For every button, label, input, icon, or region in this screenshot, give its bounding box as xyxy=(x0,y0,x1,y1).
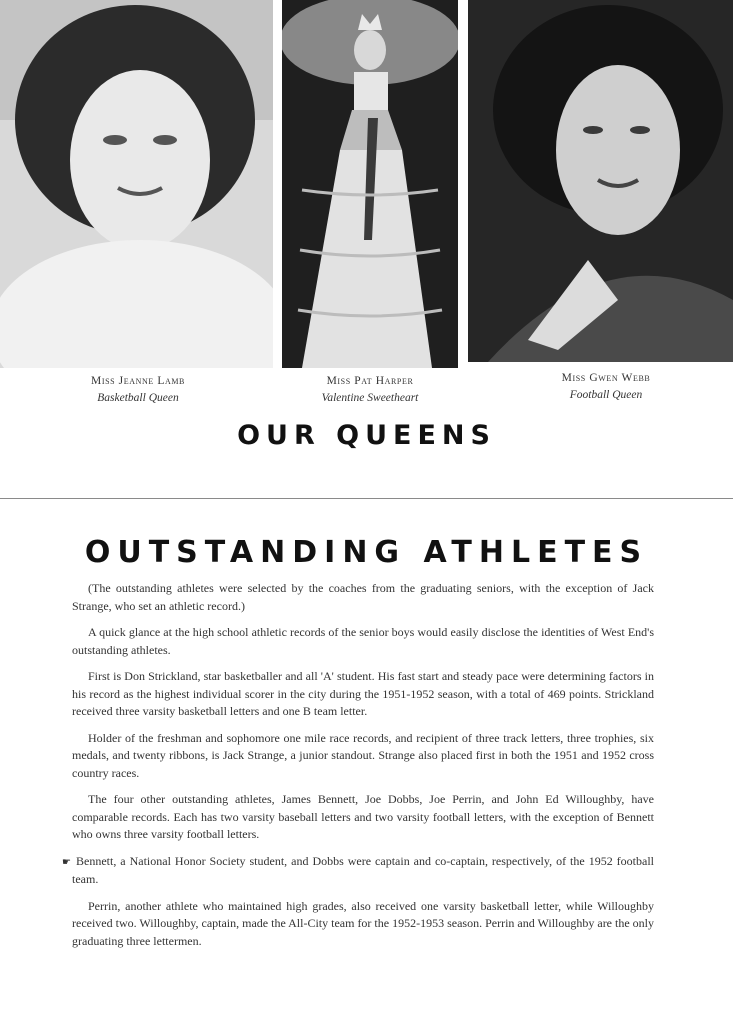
pointing-hand-icon: ☛ xyxy=(62,856,71,868)
paragraph: Perrin, another athlete who maintained high grades, also received one varsity basketball letter, while Willoughby received two. Willoughby, captain, made the All-City team for the 1952-1953 season. Perrin and Willoughby are the only graduating three lettermen. xyxy=(72,898,655,948)
paragraph: Holder of the freshman and sophomore one mile race records, and recipient of three track letters, three trophies, six medals, and twenty ribbons, is Jack Strange, a junior standout. Strange also placed first in both the 1951 and 1952 cross country races. xyxy=(72,730,654,780)
photo-gwen-webb xyxy=(468,0,733,362)
queen-title: Football Queen xyxy=(569,389,643,401)
paragraph-text: Bennett, a National Honor Society student, and Dobbs were captain and co-captain, respectively, of the 1952 football team. xyxy=(72,853,654,886)
paragraph-with-mark xyxy=(62,853,654,889)
paragraph: A quick glance at the high school athletic records of the senior boys would easily disclose the identities of West End's outstanding athletes. xyxy=(72,625,654,657)
paragraph: The four other outstanding athletes, James Bennett, Joe Dobbs, Joe Perrin, and John Ed Willoughby, have comparable records. Each has two varsity baseball letters and two varsity football letters, with the exception of Bennett who owns three varsity football letters. xyxy=(72,792,654,841)
divider xyxy=(0,498,733,499)
paragraph: (The outstanding athletes were selected by the coaches from the graduating seniors, with the exception of Jack Strange, who set an athletic record.) xyxy=(72,581,654,613)
photo-pat-harper xyxy=(282,0,458,368)
queen-title: Valentine Sweetheart xyxy=(321,392,419,404)
section-title-queens: OUR QUEENS xyxy=(237,420,496,451)
paragraph: First is Don Strickland, star basketballer and all 'A' student. His fast start and steady pace were determining factors in his record as the highest individual scorer in the city during the 1951-1952 season, with a total of 469 points. Strickland received three varsity basketball letters and one B team letter. xyxy=(72,669,654,718)
queen-title: Basketball Queen xyxy=(97,392,179,404)
queen-name: Miss Gwen Webb xyxy=(561,372,651,384)
photo-jeanne-lamb xyxy=(0,0,273,368)
queen-name: Miss Pat Harper xyxy=(326,375,414,387)
athletes-article xyxy=(62,580,655,959)
caption-gwen-webb xyxy=(516,370,696,404)
queen-name: Miss Jeanne Lamb xyxy=(91,375,185,387)
section-title-athletes: OUTSTANDING ATHLETES xyxy=(84,535,649,570)
caption-jeanne-lamb xyxy=(48,373,228,407)
caption-pat-harper xyxy=(280,373,460,407)
